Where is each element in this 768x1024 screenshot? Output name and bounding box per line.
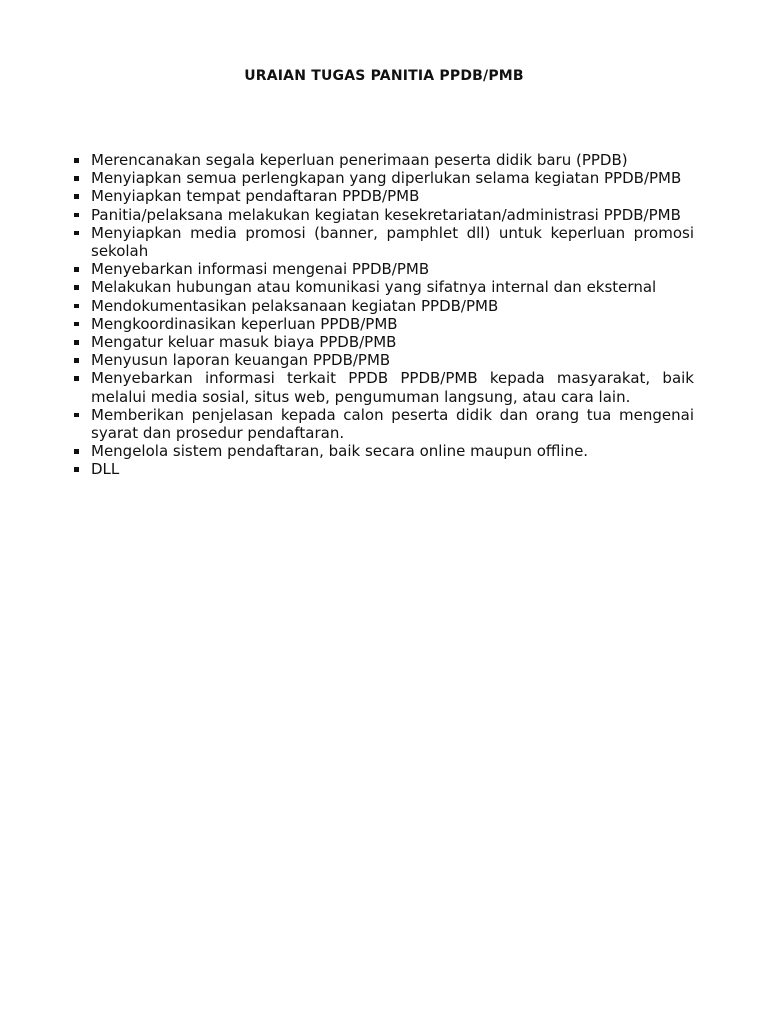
list-item <box>73 278 694 296</box>
list-item-text: Merencanakan segala keperluan penerimaan peserta didik baru (PPDB) <box>91 151 628 169</box>
list-item <box>73 315 694 333</box>
square-bullet-icon <box>73 206 91 224</box>
list-item-text: Melakukan hubungan atau komunikasi yang sifatnya internal dan eksternal <box>91 278 657 297</box>
list-item <box>73 151 694 169</box>
list-item-text: Menyiapkan media promosi (banner, pamphlet dll) untuk keperluan promosi sekolah <box>91 223 694 261</box>
list-item <box>73 169 694 187</box>
list-item-text: Panitia/pelaksana melakukan kegiatan kesekretariatan/administrasi PPDB/PMB <box>91 205 681 224</box>
list-item <box>73 406 694 442</box>
list-item-text: Menyebarkan informasi mengenai PPDB/PMB <box>91 260 430 279</box>
list-item <box>73 260 694 278</box>
list-item-text: Menyusun laporan keuangan PPDB/PMB <box>91 351 391 370</box>
square-bullet-icon <box>73 406 91 424</box>
square-bullet-icon <box>73 297 91 315</box>
square-bullet-icon <box>73 151 91 169</box>
list-item-text: Mengelola sistem pendaftaran, baik secara online maupun offline. <box>91 442 589 461</box>
square-bullet-icon <box>73 315 91 333</box>
list-item-text: Menyiapkan tempat pendaftaran PPDB/PMB <box>91 187 420 206</box>
square-bullet-icon <box>73 169 91 187</box>
square-bullet-icon <box>73 460 91 478</box>
list-item <box>73 333 694 351</box>
square-bullet-icon <box>73 187 91 205</box>
list-item-text: Menyebarkan informasi terkait PPDB PPDB/PMB kepada masyarakat, baik melalui media sosial, situs web, pengumuman langsung, atau cara lain. <box>91 369 694 406</box>
list-item <box>73 187 694 205</box>
list-item <box>73 442 694 460</box>
list-item-text: DLL <box>91 460 120 479</box>
list-item-text: Mengkoordinasikan keperluan PPDB/PMB <box>91 314 398 333</box>
square-bullet-icon <box>73 260 91 278</box>
list-item <box>73 206 694 224</box>
list-item-text: Mendokumentasikan pelaksanaan kegiatan PPDB/PMB <box>91 296 499 315</box>
list-item-text: Menyiapkan semua perlengkapan yang diperlukan selama kegiatan PPDB/PMB <box>91 169 682 188</box>
document-title: URAIAN TUGAS PANITIA PPDB/PMB <box>244 68 524 84</box>
list-item <box>73 224 694 260</box>
list-item <box>73 297 694 315</box>
square-bullet-icon <box>73 333 91 351</box>
list-item-text: Memberikan penjelasan kepada calon peserta didik dan orang tua mengenai syarat dan prosedur pendaftaran. <box>91 405 694 443</box>
square-bullet-icon <box>73 442 91 460</box>
task-list <box>73 151 694 479</box>
square-bullet-icon <box>73 224 91 242</box>
square-bullet-icon <box>73 278 91 296</box>
square-bullet-icon <box>73 351 91 369</box>
square-bullet-icon <box>73 369 91 387</box>
list-item <box>73 460 694 478</box>
list-item-text: Mengatur keluar masuk biaya PPDB/PMB <box>91 333 397 352</box>
list-item <box>73 369 694 405</box>
list-item <box>73 351 694 369</box>
